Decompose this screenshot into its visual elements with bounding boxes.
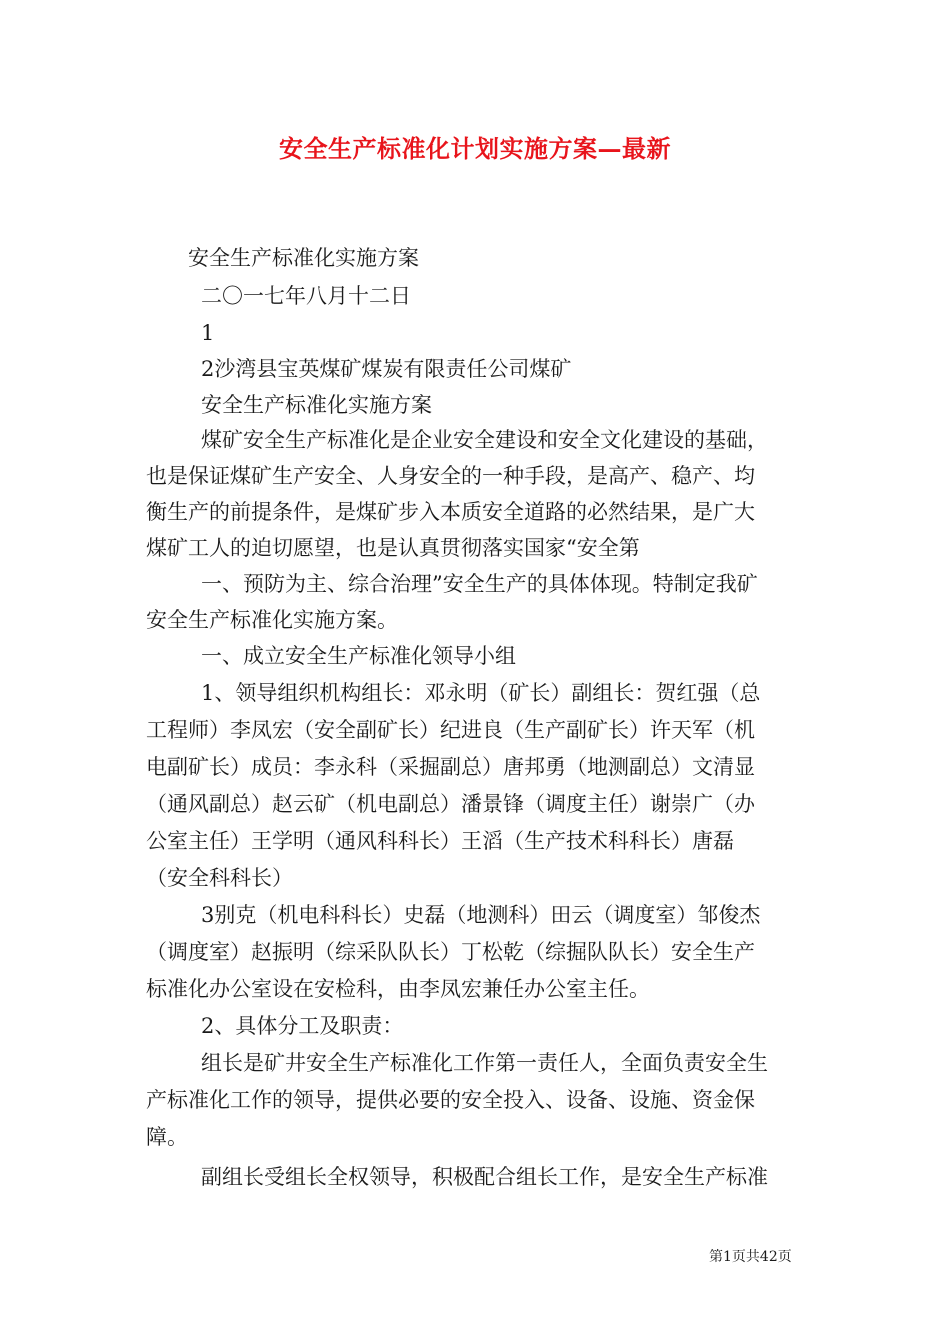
text-line: 3别克（机电科科长）史磊（地测科）田云（调度室）邹俊杰 bbox=[201, 903, 761, 927]
text-line: 衡生产的前提条件，是煤矿步入本质安全道路的必然结果，是广大 bbox=[146, 500, 755, 524]
text-line: 安全生产标准化实施方案 bbox=[188, 246, 419, 270]
text-line: 电副矿长）成员：李永科（采掘副总）唐邦勇（地测副总）文清显 bbox=[146, 755, 755, 779]
text-line: 公室主任）王学明（通风科科长）王滔（生产技术科科长）唐磊 bbox=[146, 829, 734, 853]
text-line: 组长是矿井安全生产标准化工作第一责任人，全面负责安全生 bbox=[201, 1051, 768, 1075]
text-line: 标准化办公室设在安检科，由李凤宏兼任办公室主任。 bbox=[146, 977, 650, 1001]
text-line: （安全科科长） bbox=[146, 866, 293, 890]
text-line: 安全生产标准化实施方案 bbox=[201, 393, 432, 417]
text-line: （调度室）赵振明（综采队队长）丁松乾（综掘队队长）安全生产 bbox=[146, 940, 755, 964]
text-line: （通风副总）赵云矿（机电副总）潘景锋（调度主任）谢崇广（办 bbox=[146, 792, 755, 816]
text-line: 一、成立安全生产标准化领导小组 bbox=[201, 644, 516, 668]
text-line: 二〇一七年八月十二日 bbox=[201, 284, 411, 308]
text-line: 副组长受组长全权领导，积极配合组长工作，是安全生产标准 bbox=[201, 1165, 768, 1189]
text-line: 障。 bbox=[146, 1125, 188, 1149]
text-line: 煤矿安全生产标准化是企业安全建设和安全文化建设的基础， bbox=[201, 428, 768, 452]
text-line: 工程师）李凤宏（安全副矿长）纪进良（生产副矿长）许天军（机 bbox=[146, 718, 755, 742]
document-title: 安全生产标准化计划实施方案—最新 bbox=[279, 134, 671, 163]
page-number-footer: 第1页共42页 bbox=[709, 1249, 792, 1265]
text-line: 2沙湾县宝英煤矿煤炭有限责任公司煤矿 bbox=[201, 357, 572, 381]
text-line: 安全生产标准化实施方案。 bbox=[146, 608, 398, 632]
text-line: 产标准化工作的领导，提供必要的安全投入、设备、设施、资金保 bbox=[146, 1088, 755, 1112]
text-line: 煤矿工人的迫切愿望，也是认真贯彻落实国家“安全第 bbox=[146, 536, 640, 560]
text-line: 1 bbox=[201, 321, 215, 345]
text-line: 1、领导组织机构组长：邓永明（矿长）副组长：贺红强（总 bbox=[201, 681, 761, 705]
text-line: 2、具体分工及职责： bbox=[201, 1014, 404, 1038]
text-line: 一、预防为主、综合治理”安全生产的具体体现。特制定我矿 bbox=[201, 572, 758, 596]
text-line: 也是保证煤矿生产安全、人身安全的一种手段，是高产、稳产、均 bbox=[146, 464, 755, 488]
